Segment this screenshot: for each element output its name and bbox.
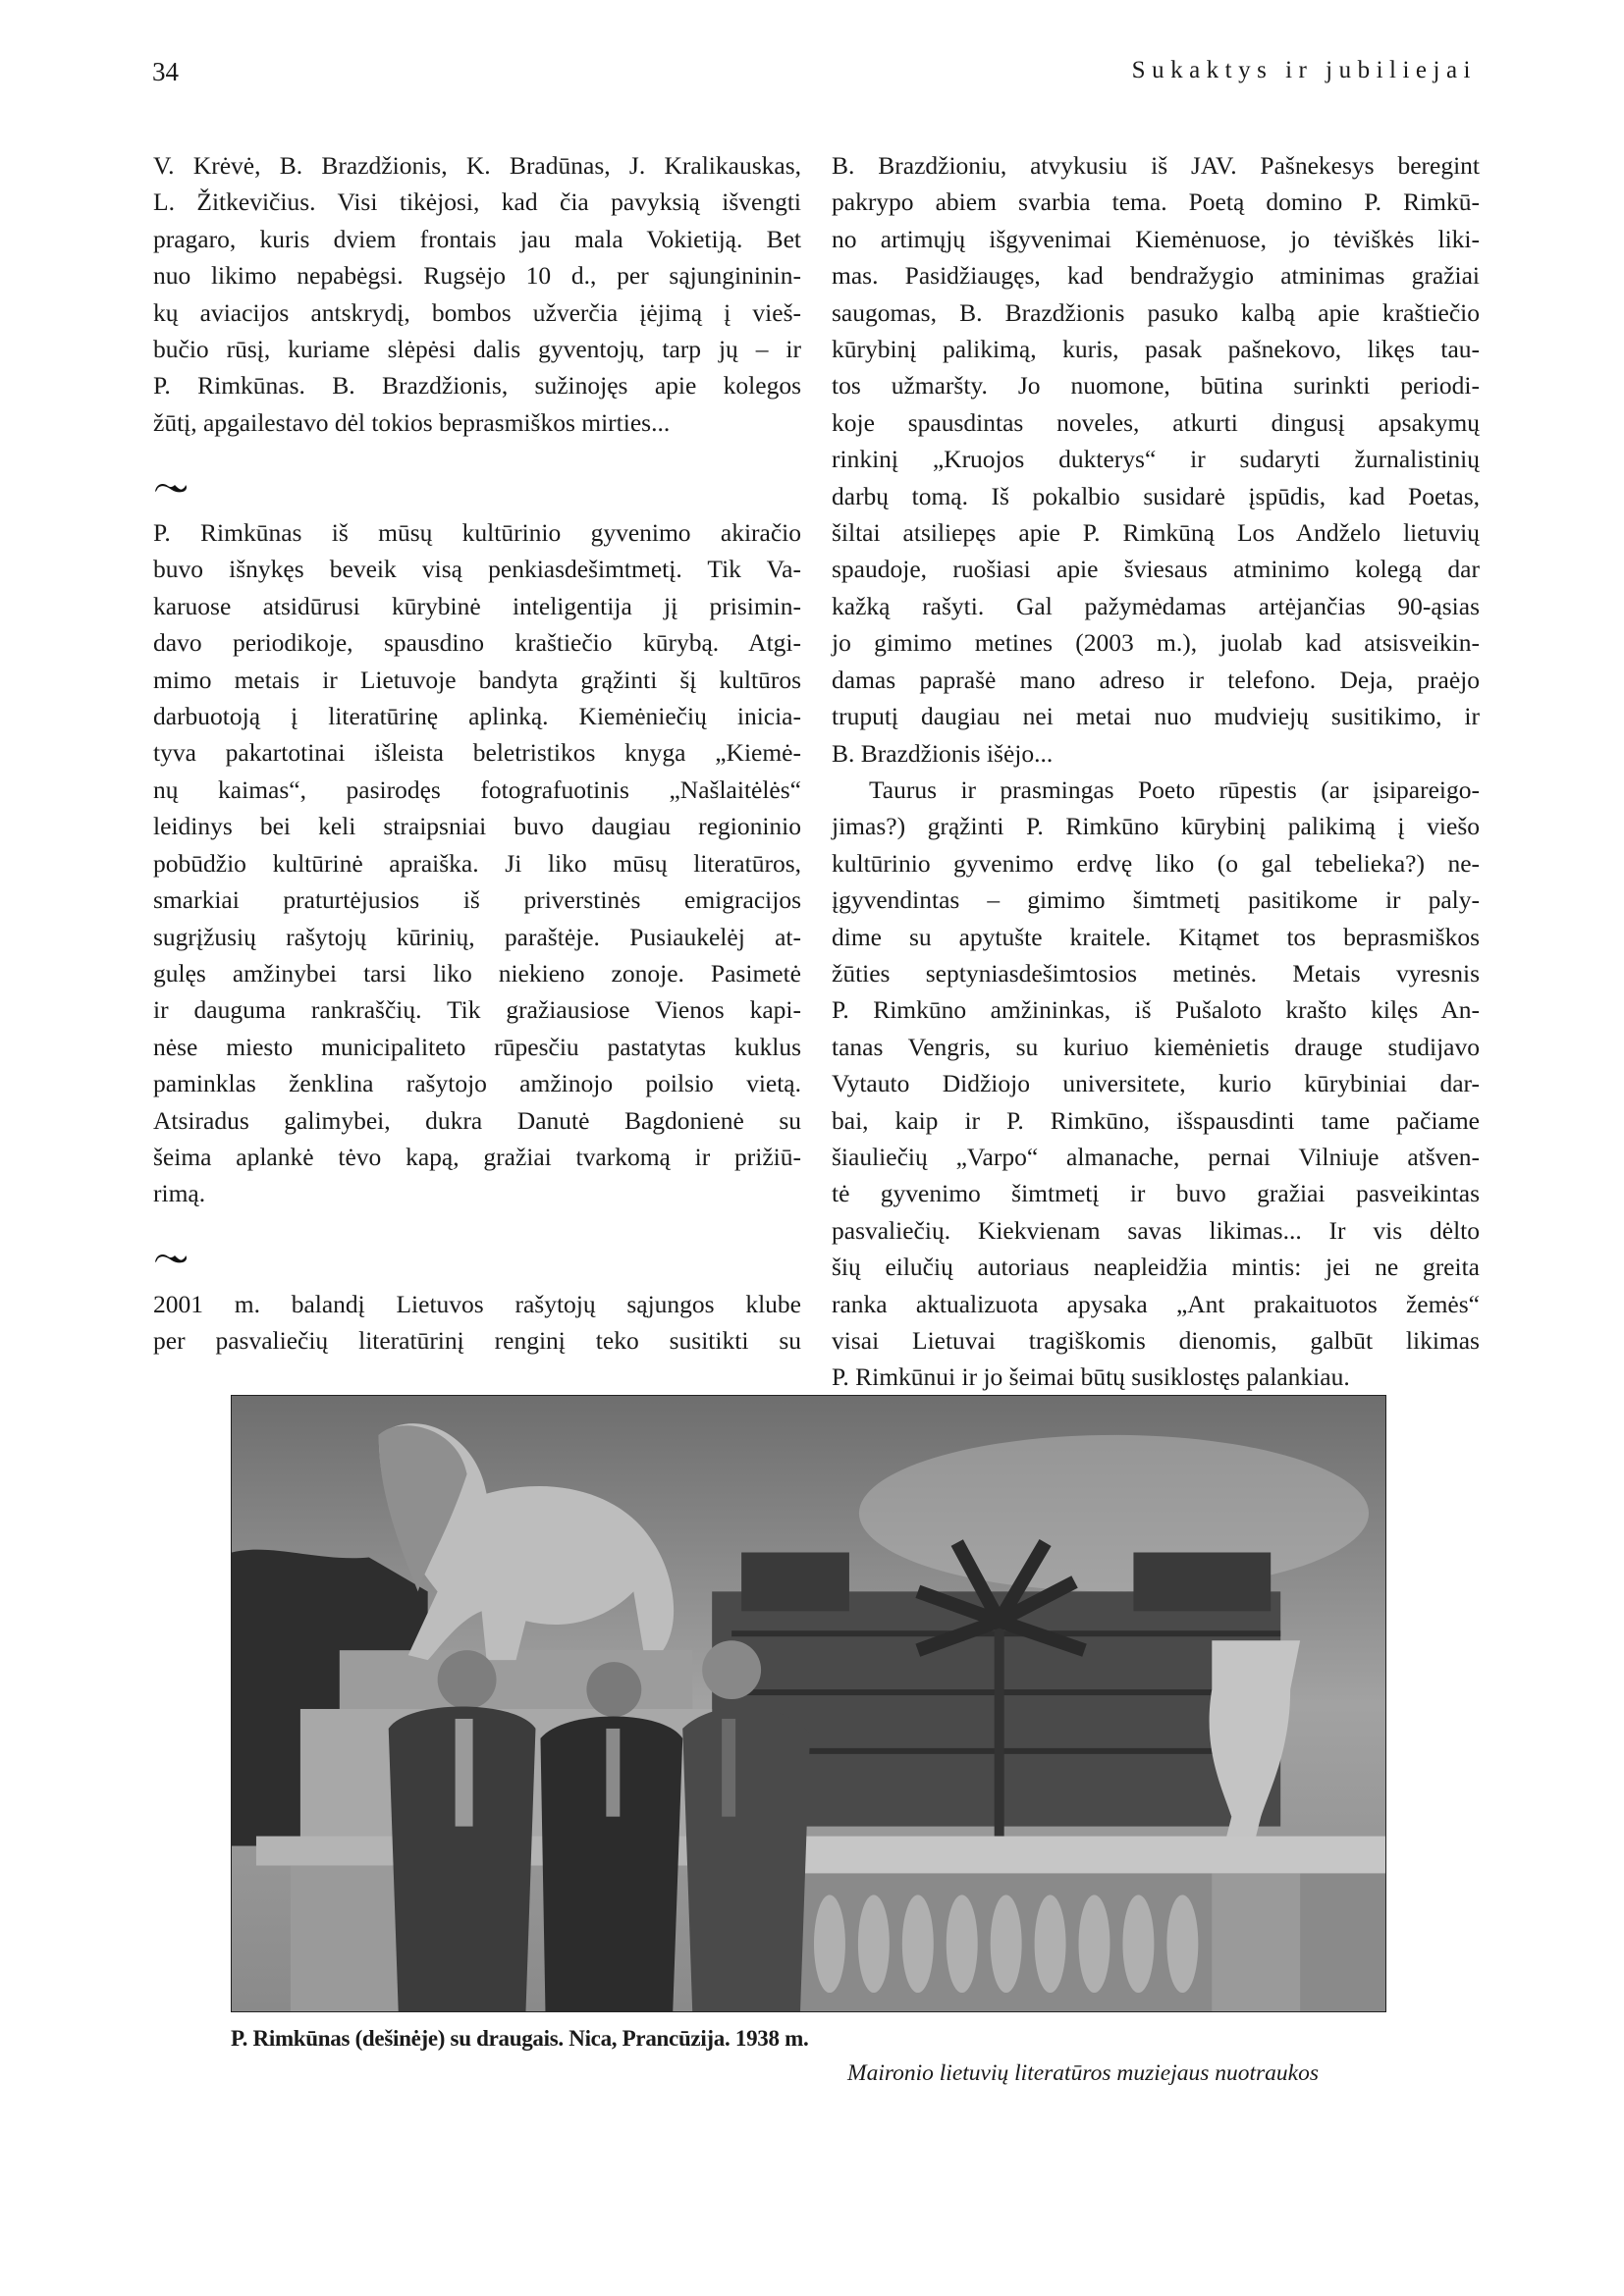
text-line: sugrįžusių rašytojų kūrinių, paraštėje. Pusiaukelėj at-	[153, 922, 801, 951]
text-line: pakrypo abiem svarbia tema. Poetą domino P. Rimkū-	[832, 187, 1480, 217]
text-line: Vytauto Didžiojo universitete, kurio kūrybiniai dar-	[832, 1069, 1480, 1098]
text-line: šiauliečių „Varpo“ almanache, pernai Vilniuje atšven-	[832, 1142, 1480, 1171]
text-line: ranka aktualizuota apysaka „Ant prakaituotos žemės“	[832, 1289, 1480, 1318]
text-line: bai, kaip ir P. Rimkūno, išspausdinti tame pačiame	[832, 1105, 1480, 1135]
text-line: truputį daugiau nei metai nuo mudviejų susitikimo, ir	[832, 702, 1480, 731]
text-line: smarkiai praturtėjusios iš priverstinės emigracijos	[153, 885, 801, 915]
text-line: damas paprašė mano adreso ir telefono. Deja, praėjo	[832, 665, 1480, 694]
text-line: P. Rimkūno amžininkas, iš Pušaloto krašto kilęs An-	[832, 995, 1480, 1025]
text-line: nų kaimas“, pasirodęs fotografuotinis „Našlaitėlės“	[153, 774, 801, 804]
text-line: buvo išnykęs beveik visą penkiasdešimtmetį. Tik Va-	[153, 555, 801, 584]
text-line: spaudoje, ruošiasi apie šviesaus atminimo kolegą dar	[832, 555, 1480, 584]
text-line: per pasvaliečių literatūrinį renginį teko susitikti su	[153, 1325, 801, 1355]
text-line: mimo metais ir Lietuvoje bandyta grąžinti šį kultūros	[153, 665, 801, 694]
text-line: tanas Vengris, su kuriuo kiemėnietis drauge studijavo	[832, 1032, 1480, 1061]
text-line: B. Brazdžionis išėjo...	[832, 738, 1054, 768]
text-line: no artimųjų išgyvenimai Kiemėnuose, jo tėviškės liki-	[832, 224, 1480, 253]
text-line: kažką rašyti. Gal pažymėdamas artėjančias 90-ąsias	[832, 591, 1480, 620]
photograph	[231, 1395, 1386, 2012]
text-line: darbuotoją į literatūrinę aplinką. Kiemėniečių inicia-	[153, 702, 801, 731]
text-line: kų aviacijos antskrydį, bombos užverčia įėjimą į vieš-	[153, 297, 801, 327]
text-line: mas. Pasidžiaugęs, kad bendražygio atminimas gražiai	[832, 261, 1480, 291]
text-line: V. Krėvė, B. Brazdžionis, K. Bradūnas, J. Kralikauskas,	[153, 151, 801, 180]
figure-caption: P. Rimkūnas (dešinėje) su draugais. Nica, Prancūzija. 1938 m.	[231, 2026, 809, 2051]
text-line: B. Brazdžioniu, atvykusiu iš JAV. Pašnekesys beregint	[832, 151, 1480, 180]
text-line: koje spausdintas noveles, atkurti dingusį apsakymų	[832, 407, 1480, 437]
text-line: darbų tomą. Iš pokalbio susidarė įspūdis, kad Poetas,	[832, 481, 1480, 510]
text-line: P. Rimkūnas. B. Brazdžionis, sužinojęs apie kolegos	[153, 371, 801, 400]
text-line: rimą.	[153, 1179, 206, 1208]
text-line: P. Rimkūnui ir jo šeimai būtų susiklostęs palankiau.	[832, 1362, 1350, 1392]
text-line: žūties septyniasdešimtosios metinės. Metais vyresnis	[832, 958, 1480, 988]
text-line: tyva pakartotinai išleista beletristikos knyga „Kiemė-	[153, 738, 801, 768]
paragraph	[832, 772, 1480, 1396]
photo-credit: Maironio lietuvių literatūros muziejaus nuotraukos	[847, 2060, 1319, 2086]
text-line: visai Lietuvai tragiškomis dienomis, galbūt likimas	[832, 1326, 1480, 1355]
text-line: saugomas, B. Brazdžionis pasuko kalbą apie kraštiečio	[832, 297, 1480, 327]
text-line: Taurus ir prasmingas Poeto rūpestis (ar įsipareigo-	[869, 774, 1480, 804]
text-line: leidinys bei keli straipsniai buvo daugiau regioninio	[153, 812, 801, 841]
text-line: nėse miesto municipaliteto rūpesčiu pastatytas kuklus	[153, 1032, 801, 1061]
fleuron-swash-icon	[153, 478, 801, 514]
text-line: kūrybinį palikimą, kuris, pasak pašnekovo, likęs tau-	[832, 335, 1480, 364]
text-line: 2001 m. balandį Lietuvos rašytojų sąjungos klube	[153, 1289, 801, 1318]
text-line: šiltai atsiliepęs apie P. Rimkūną Los Andželo lietuvių	[832, 518, 1480, 548]
text-line: P. Rimkūnas iš mūsų kultūrinio gyvenimo akiračio	[153, 518, 801, 548]
text-line: pasvaliečių. Kiekvienam savas likimas... Ir vis dėlto	[832, 1215, 1480, 1245]
text-line: šių eilučių autoriaus neapleidžia mintis: jei ne greita	[832, 1253, 1480, 1282]
text-line: jo gimimo metines (2003 m.), juolab kad atsisveikin-	[832, 628, 1480, 658]
text-line: karuose atsidūrusi kūrybinė inteligentija jį prisimin-	[153, 591, 801, 620]
paragraph	[153, 1286, 801, 1360]
text-line: tė gyvenimo šimtmetį ir buvo gražiai pasveikintas	[832, 1179, 1480, 1208]
paragraph	[153, 147, 801, 441]
text-line: nuo likimo nepabėgsi. Rugsėjo 10 d., per sąjungininin-	[153, 261, 801, 291]
text-line: Atsiradus galimybei, dukra Danutė Bagdonienė su	[153, 1105, 801, 1135]
paragraph	[832, 147, 1480, 772]
text-line: rinkinį „Kruojos dukterys“ ir sudaryti žurnalistinių	[832, 445, 1480, 474]
text-line: šeima aplankė tėvo kapą, gražiai tvarkomą ir prižiū-	[153, 1142, 801, 1171]
page-number: 34	[152, 57, 179, 86]
text-line: dime su apytušte kraitele. Kitąmet tos beprasmiškos	[832, 922, 1480, 951]
text-line: jimas?) grąžinti P. Rimkūno kūrybinį palikimą į viešo	[832, 812, 1480, 841]
text-line: pragaro, kuris dviem frontais jau mala Vokietiją. Bet	[153, 224, 801, 253]
text-line: kultūrinio gyvenimo erdvę liko (o gal tebelieka?) ne-	[832, 848, 1480, 878]
fleuron-swash-icon	[153, 1249, 801, 1285]
text-line: ir dauguma rankraščių. Tik gražiausiose Vienos kapi-	[153, 995, 801, 1025]
photo-illustration	[232, 1396, 1385, 2011]
text-line: L. Žitkevičius. Visi tikėjosi, kad čia pavyksią išvengti	[153, 187, 801, 217]
text-line: davo periodikoje, spausdino kraštiečio kūrybą. Atgi-	[153, 628, 801, 658]
left-column	[153, 147, 801, 1359]
text-line: paminklas ženklina rašytojo amžinojo poilsio vietą.	[153, 1069, 801, 1098]
paragraph	[153, 514, 801, 1212]
text-line: įgyvendintas – gimimo šimtmetį pasitikome ir paly-	[832, 885, 1480, 915]
right-column	[832, 147, 1480, 1396]
text-line: bučio rūsį, kuriame slėpėsi dalis gyventojų, tarp jų – ir	[153, 335, 801, 364]
text-line: tos užmaršty. Jo nuomone, būtina surinkti periodi-	[832, 371, 1480, 400]
running-head: Sukaktys ir jubiliejai	[1131, 57, 1477, 83]
text-line: gulęs amžinybei tarsi liko niekieno zonoje. Pasimetė	[153, 958, 801, 988]
text-line: pobūdžio kultūrinė apraiška. Ji liko mūsų literatūros,	[153, 848, 801, 878]
text-line: žūtį, apgailestavo dėl tokios beprasmiškos mirties...	[153, 407, 671, 437]
